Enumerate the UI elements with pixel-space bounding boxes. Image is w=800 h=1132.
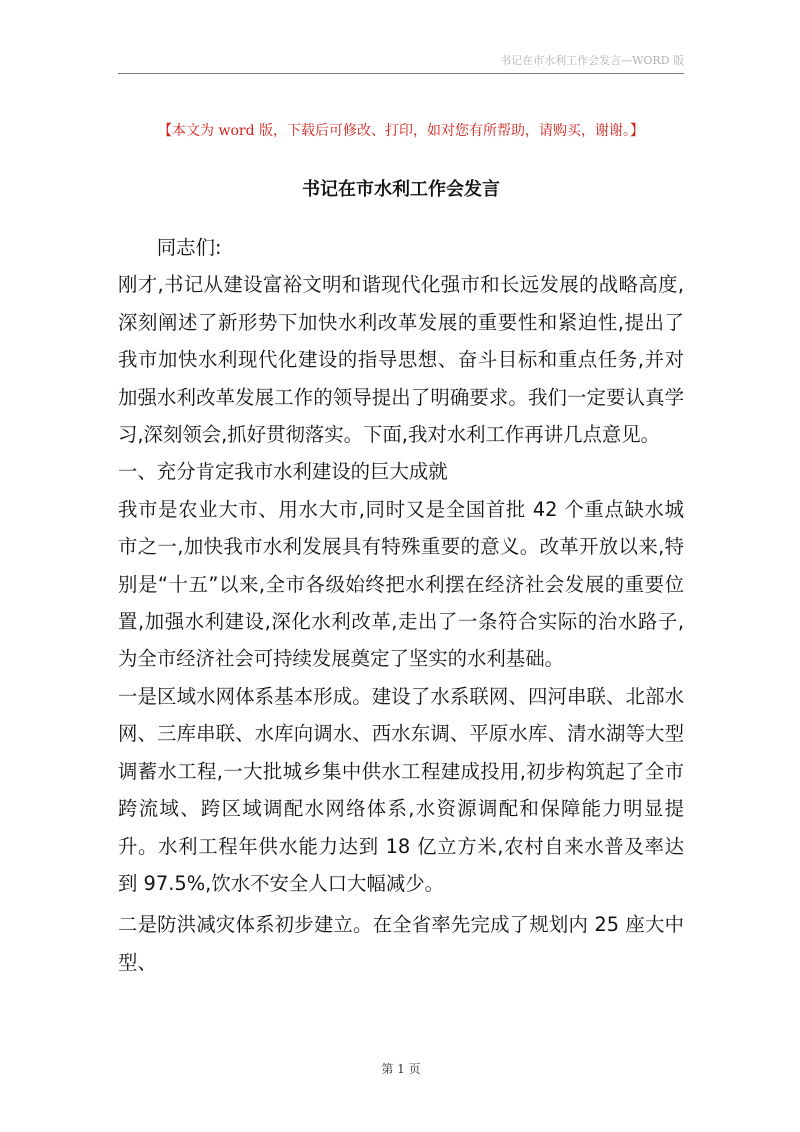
section-heading: 一、充分肯定我市水利建设的巨大成就 — [118, 460, 448, 484]
paragraph: 我市是农业大市、用水大市,同时又是全国首批 42 个重点缺水城市之一,加快我市水利发展具有特殊重要的意义。改革开放以来,特别是“十五”以来,全市各级始终把水利摆在经济社会发展的重要位置,加强水利建设,深化水利改革,走出了一条符合实际的治水路子,为全市经济社会可持续发展奠定了坚实的水利基础。 — [118, 497, 684, 671]
salutation: 同志们: — [156, 236, 222, 259]
download-notice: 【本文为 word 版，下载后可修改、打印，如对您有所帮助，请购买，谢谢。】 — [158, 123, 644, 139]
paragraph: 一是区域水网体系基本形成。建设了水系联网、四河串联、北部水网、三库串联、水库向调水、西水东调、平原水库、清水湖等大型调蓄水工程,一大批城乡集中供水工程建成投用,初步构筑起了全市跨流域、跨区域调配水网络体系,水资源调配和保障能力明显提升。水利工程年供水能力达到 18 亿立方米,农村自来水普及率达到 97.5%,饮水不安全人口大幅减少。 — [118, 684, 684, 895]
document-title: 书记在市水利工作会发言 — [302, 179, 500, 200]
paragraph: 刚才,书记从建设富裕文明和谐现代化强市和长远发展的战略高度,深刻阐述了新形势下加快水利改革发展的重要性和紧迫性,提出了我市加快水利现代化建设的指导思想、奋斗目标和重点任务,并对加强水利改革发展工作的领导提出了明确要求。我们一定要认真学习,深刻领会,抓好贯彻落实。下面,我对水利工作再讲几点意见。 — [118, 273, 684, 447]
header-divider — [118, 73, 684, 74]
document-body — [118, 229, 684, 981]
running-header: 书记在市水利工作会发言—WORD 版 — [500, 54, 684, 67]
page-number: 第 1 页 — [381, 1062, 421, 1076]
paragraph: 二是防洪减灾体系初步建立。在全省率先完成了规划内 25 座大中型、 — [118, 913, 684, 974]
